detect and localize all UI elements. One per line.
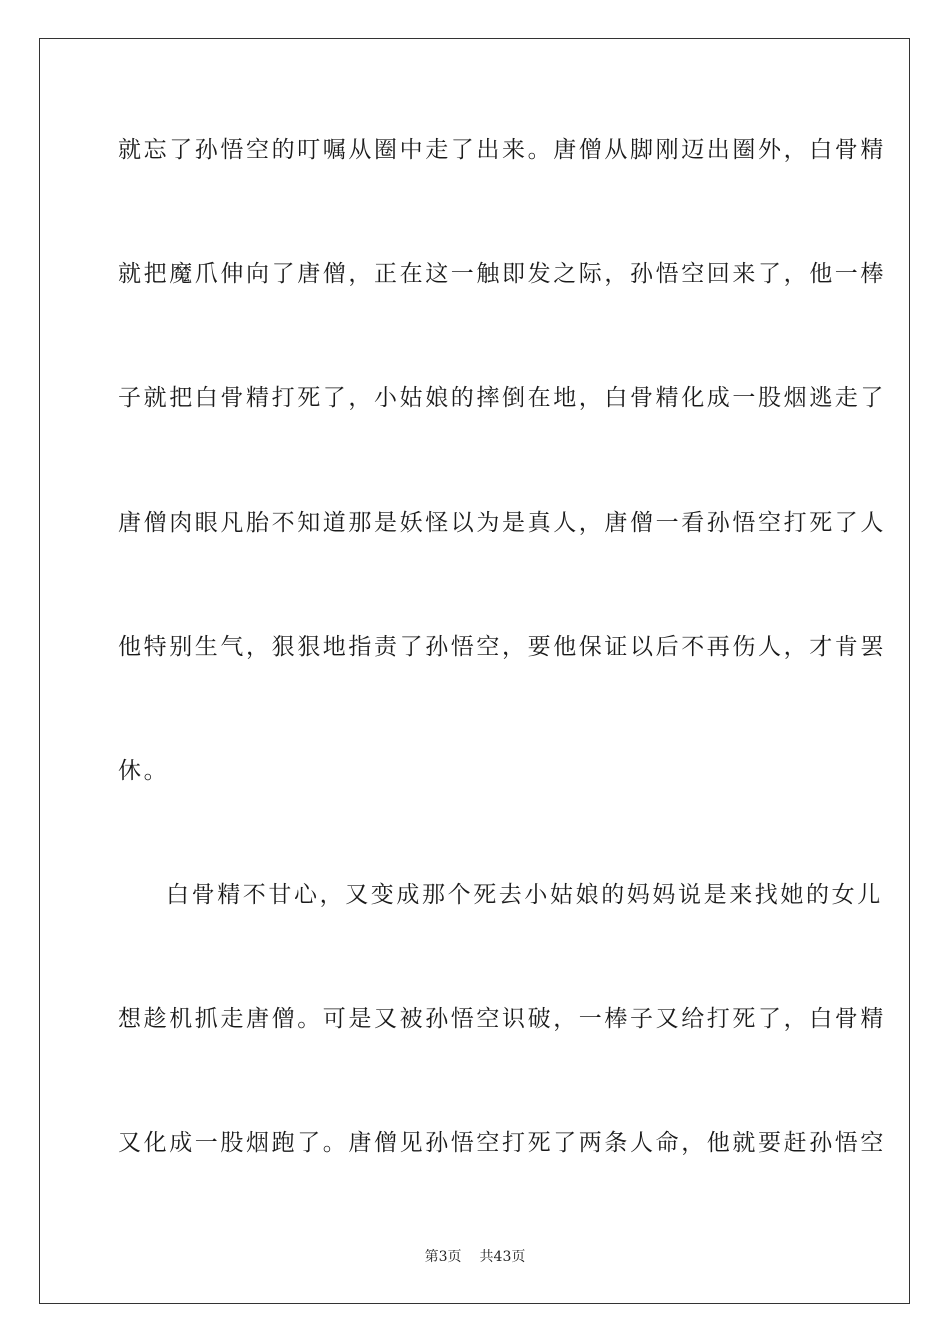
text-line: 想趁机抓走唐僧。可是又被孙悟空识破，一棒子又给打死了，白骨精	[118, 1006, 886, 1032]
text-line: 他特别生气，狠狠地指责了孙悟空，要他保证以后不再伤人，才肯罢	[118, 634, 886, 660]
text-line: 又化成一股烟跑了。唐僧见孙悟空打死了两条人命，他就要赶孙悟空	[118, 1130, 886, 1156]
text-line: 子就把白骨精打死了，小姑娘的摔倒在地，白骨精化成一股烟逃走了	[118, 385, 886, 411]
text-line: 唐僧肉眼凡胎不知道那是妖怪以为是真人，唐僧一看孙悟空打死了人	[118, 510, 886, 536]
text-line: 休。	[118, 758, 170, 784]
page-border	[39, 38, 910, 1304]
text-line: 就把魔爪伸向了唐僧，正在这一触即发之际，孙悟空回来了，他一棒	[118, 261, 886, 287]
total-page-count: 共43页	[479, 1249, 526, 1265]
paragraph-first-line: 白骨精不甘心，又变成那个死去小姑娘的妈妈说是来找她的女儿	[166, 882, 883, 908]
page-footer	[0, 1246, 950, 1266]
text-line: 就忘了孙悟空的叮嘱从圈中走了出来。唐僧从脚刚迈出圈外，白骨精	[118, 137, 886, 163]
current-page-number: 第3页	[424, 1249, 462, 1265]
